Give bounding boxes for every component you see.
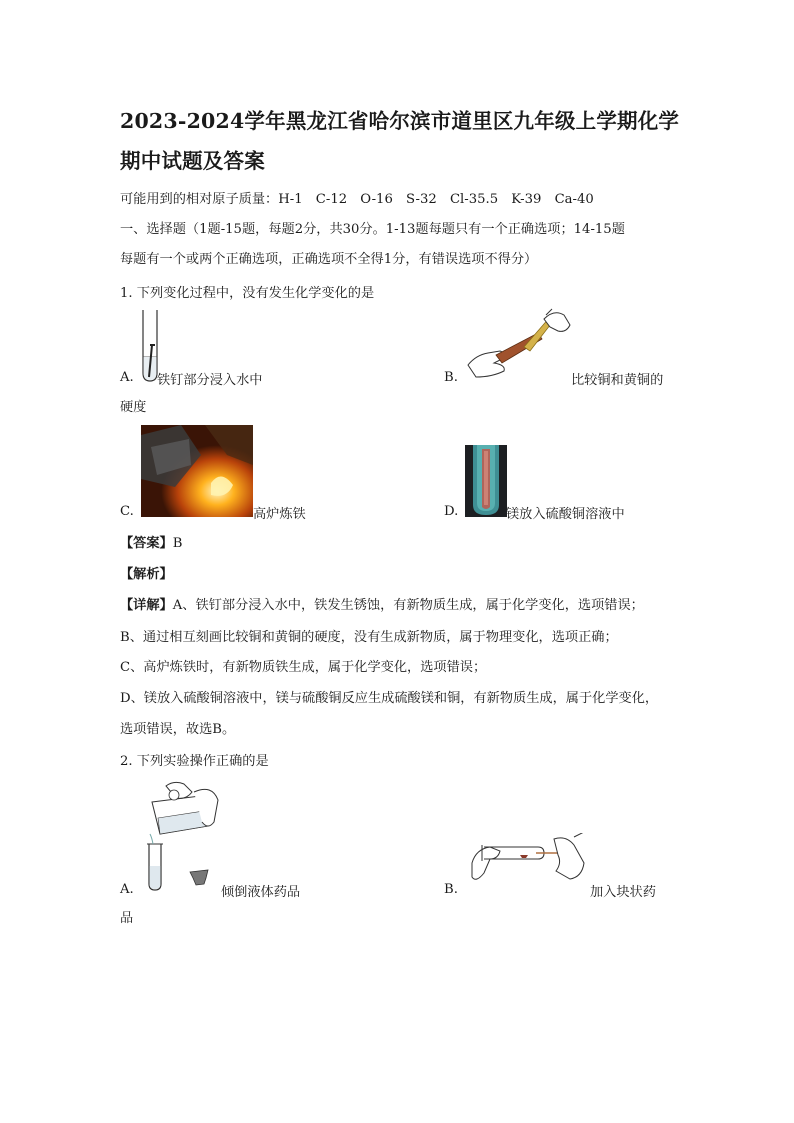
adding-solid-test-tube-icon	[470, 833, 588, 891]
blast-furnace-photo	[141, 425, 253, 517]
analysis-tag: 【解析】	[120, 567, 173, 582]
q1-option-a-text: 铁钉部分浸入水中	[157, 373, 263, 388]
detail-text: A、铁钉部分浸入水中，铁发生锈蚀，有新物质生成，属于化学变化，选项错误；	[172, 598, 644, 613]
q1-option-b-text: 比较铜和黄铜的	[571, 373, 664, 388]
q1-option-d-text: 镁放入硫酸铜溶液中	[506, 507, 625, 522]
scratching-metals-hands-icon	[466, 307, 572, 379]
q1-option-b-text-cont: 硬度	[120, 400, 147, 415]
q2-option-a-letter: A.	[120, 882, 134, 897]
pouring-liquid-icon	[138, 778, 224, 892]
q1-stem: 1. 下列变化过程中，没有发生化学变化的是	[120, 286, 375, 301]
detail-tag: 【详解】	[120, 598, 173, 613]
q1-option-c-text: 高炉炼铁	[253, 507, 306, 522]
q1-answer	[120, 532, 182, 551]
q1-detail-line2: B、通过相互刻画比较铜和黄铜的硬度，没有生成新物质，属于物理变化，选项正确；	[120, 630, 618, 645]
doc-title-line1: 2023-2024学年黑龙江省哈尔滨市道里区九年级上学期化学	[120, 109, 680, 133]
answer-tag: 【答案】	[120, 536, 173, 551]
q1-detail-line1	[120, 594, 644, 613]
magnesium-copper-sulfate-photo	[465, 445, 507, 517]
q1-option-d-letter: D.	[444, 504, 459, 519]
answer-value: B	[172, 536, 183, 551]
atomic-masses: 可能用到的相对原子质量：H-1 C-12 O-16 S-32 Cl-35.5 K-39 Ca-40	[120, 192, 594, 207]
doc-title-line2: 期中试题及答案	[120, 149, 265, 173]
q1-option-c-letter: C.	[120, 504, 134, 519]
q1-option-b-letter: B.	[444, 370, 458, 385]
section-heading-line2: 每题有一个或两个正确选项，正确选项不全得1分，有错误选项不得分）	[120, 252, 538, 267]
q2-option-b-text-cont: 品	[120, 911, 134, 926]
q1-detail-line5: 选项错误，故选B。	[120, 722, 236, 737]
q2-option-b-text: 加入块状药	[590, 885, 656, 900]
section-heading-line1: 一、选择题（1题-15题，每题2分，共30分。1-13题每题只有一个正确选项；14-15题	[120, 222, 625, 237]
q2-stem: 2. 下列实验操作正确的是	[120, 754, 269, 769]
q2-option-a-text: 倾倒液体药品	[221, 885, 301, 900]
q2-option-b-letter: B.	[444, 882, 458, 897]
q1-option-a-letter: A.	[120, 370, 134, 385]
q1-detail-line4: D、镁放入硫酸铜溶液中，镁与硫酸铜反应生成硫酸镁和铜，有新物质生成，属于化学变化，	[120, 691, 659, 706]
q1-detail-line3: C、高炉炼铁时，有新物质铁生成，属于化学变化，选项错误；	[120, 660, 487, 675]
